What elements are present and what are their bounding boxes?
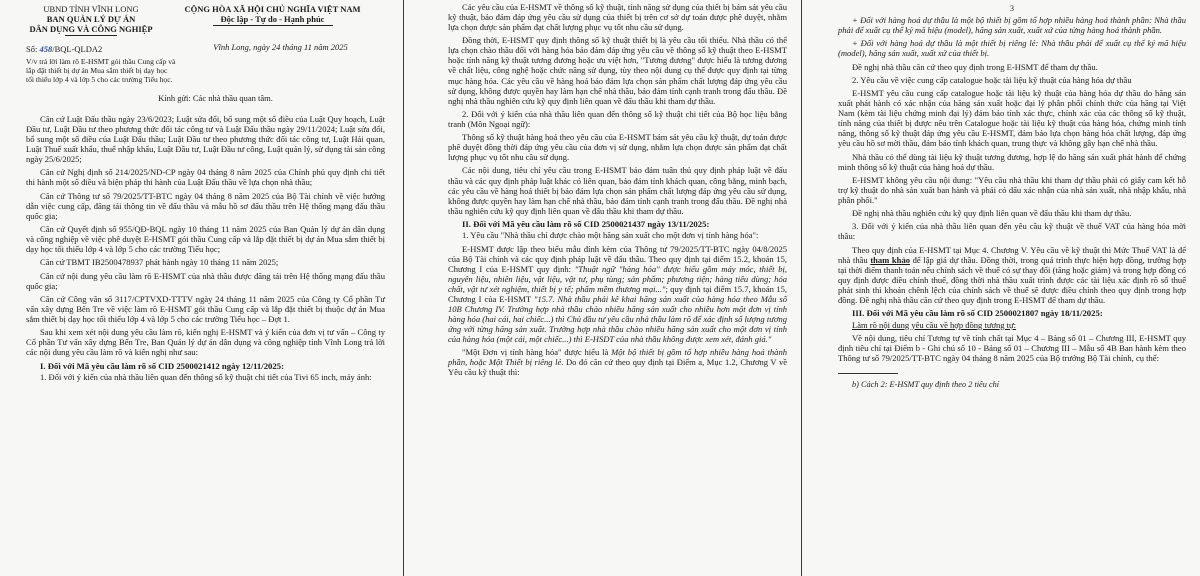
paragraph: Căn cứ Quyết định số 955/QĐ-BQL ngày 10 tháng 11 năm 2025 của Ban Quản lý dự án dân dụng và công nghiệp về việc phê duyệt E-HSMT gói thầu Cung cấp và lắp đặt thiết bị dự án Mua sắm thiết bị dạy học tối thiểu lớp 4 và lớp 5 cho các trường Tiểu học; — [26, 224, 385, 255]
paragraph: 1. Đối với ý kiến của nhà thầu liên quan đến thông số kỹ thuật chi tiết của Tivi 65 inch, máy ảnh: — [40, 372, 372, 383]
paragraph: b) Cách 2: E-HSMT quy định theo 2 tiêu chí — [852, 380, 1000, 390]
paragraph: Căn cứ Thông tư số 79/2025/TT-BTC ngày 04 tháng 8 năm 2025 của Bộ Tài chính về việc hướng dẫn việc cung cấp, đăng tải thông tin về đấu thầu và mẫu hồ sơ đấu thầu trên Hệ thống mạng đấu thầu quốc gia; — [26, 190, 385, 221]
paragraph: Căn cứ nội dung yêu cầu làm rõ E-HSMT của nhà thầu được đăng tải trên Hệ thống mạng đấu thầu quốc gia; — [26, 270, 385, 291]
motto-underline — [213, 25, 333, 26]
paragraph: 3. Đối với ý kiến của nhà thầu liên quan đến yêu cầu kỹ thuật về thuế VAT của hàng hóa mời thầu: — [838, 221, 1186, 242]
handwritten-number: 458 — [39, 44, 53, 54]
agency-name-line2: DÂN DỤNG VÀ CÔNG NGHIỆP — [29, 24, 153, 34]
document-page-2 — [404, 0, 801, 576]
document-subject: V/v trả lời làm rõ E-HSMT gói thầu Cung cấp và lắp đặt thiết bị dự án Mua sắm thiết bị dạy học tối thiểu lớp 4 và lớp 5 cho các trường Tiểu học. — [26, 57, 176, 84]
paragraph-definition: "Một Đơn vị tính hàng hóa" được hiểu là Một bộ thiết bị gồm tổ hợp nhiều hàng hoá thành phần, hoặc Một Thiết bị riêng lẻ. Do đó căn cứ theo quy định tại Điểm a, Mục 1.2, Chương V về Yêu cầu kỹ thuật thì: — [448, 347, 788, 378]
section-heading: III. Đối với Mã yêu cầu làm rõ số CID 2500021807 ngày 18/11/2025: — [852, 308, 1103, 319]
paragraph: 2. Yêu cầu về việc cung cấp catalogue hoặc tài liệu kỹ thuật của hàng hóa dự thầu — [852, 74, 1132, 85]
emphasis-reference: tham khảo — [870, 254, 910, 265]
agency-parent: UBND TỈNH VĨNH LONG — [43, 4, 139, 14]
paragraph: Căn cứ TBMT IB2500478937 phát hành ngày 10 tháng 11 năm 2025; — [40, 257, 279, 268]
paragraph-with-quotes: E-HSMT được lập theo biểu mẫu đính kèm của Thông tư 79/2025/TT-BTC ngày 04/8/2025 của Bộ Tài chính và các quy định pháp luật về đấu thầu. Theo quy định tại điểm 15.2, khoản 15, Chương I của E-HSMT quy định: "Thuật ngữ "hàng hóa" được hiểu gồm máy móc, thiết bị, nguyên liệu, nhiên liệu, vật liệu, vật tư, phụ tùng; sản phẩm; phương tiện; hàng tiêu dùng; hóa chất, vật tư xét nghiệm, thiết bị y tế; phẩm mềm thương mại..."; quy định tại điểm 15.7, khoản 15, Chương I của E-HSMT "15.7. Nhà thầu phải kê khai hãng sản xuất của hàng hóa theo Mẫu số 10B Chương IV. Trường hợp nhà thầu chào nhiều hãng sản xuất cho nhiều hơn một đơn vị tính hàng hóa (hai cái, hai chiếc...) thì Chủ đầu tư yêu cầu nhà thầu làm rõ để xác định số lượng tương ứng với từng hãng sản xuất. Trường hợp nhà thầu chào nhiều hãng sản xuất cho một đơn vị tính của hàng hóa (một cái, một chiếc...) thì E-HSDT của nhà thầu không được xem xét, đánh giá." — [448, 243, 788, 345]
paragraph: E-HSMT yêu cầu cung cấp catalogue hoặc tài liệu kỹ thuật của hàng hóa dự thầu do hãng sản xuất phát hành có xác nhận của hãng sản xuất hoặc đại lý phân phối chính thức của hãng tại Việt Nam (kèm tài liệu chứng minh đại lý) đảm bảo tính xác thực, chính xác của các thông số kỹ thuật, tính năng của thiết bị được nêu trên Catalogue hoặc tài liệu kỹ thuật của hàng hóa, chứng minh tính năng, thông số kỹ thuật đáp ứng yêu cầu E-HSMT, đảm bảo lựa chọn hàng hóa chất lượng, đáp ứng yêu cầu hồ sơ mời thầu, đảm bảo tính khách quan, trung thực và không gây hạn chế nhà thầu. — [838, 88, 1186, 149]
paragraph: Đề nghị nhà thầu nghiên cứu kỹ quy định liên quan về đấu thầu khi tham dự thầu. — [852, 208, 1132, 219]
national-motto: Độc lập - Tự do - Hạnh phúc — [220, 14, 325, 24]
nation-name: CỘNG HÒA XÃ HỘI CHỦ NGHĨA VIỆT NAM — [184, 4, 361, 14]
document-page-1 — [0, 0, 403, 576]
subheading: Làm rõ nội dung yêu cầu về hợp đồng tương tự: — [852, 319, 1017, 330]
agency-name-line1: BAN QUẢN LÝ DỰ ÁN — [46, 14, 136, 24]
bullet-paragraph: + Đối với hàng hoá dự thầu là một bộ thiết bị gồm tổ hợp nhiều hàng hoá thành phần: Nhà thầu phải để xuất cụ thể ký mã hiệu (model), hãng sản xuất, xuất xứ của từng hàng hoá thành phần. — [838, 15, 1186, 36]
document-date: Vĩnh Long, ngày 24 tháng 11 năm 2025 — [213, 42, 348, 52]
national-title — [160, 4, 385, 38]
page-number: 3 — [1010, 4, 1014, 13]
paragraph: Nhà thầu có thể dùng tài liệu kỹ thuật tương đương, hợp lệ do hãng sản xuất phát hành để chứng minh thông số kỹ thuật của hàng hoá dự thầu. — [838, 151, 1186, 172]
quoted-regulation: "Thuật ngữ "hàng hóa" được hiểu gồm máy móc, thiết bị, nguyên liệu, nhiên liệu, vật liệu, vật tư, phụ tùng; sản phẩm; phương tiện; hàng tiêu dùng; hóa chất, vật tư xét nghiệm, thiết bị y tế; phẩm mềm thương mại..." — [448, 263, 788, 294]
quoted-regulation: "15.7. Nhà thầu phải kê khai hãng sản xuất của hàng hóa theo Mẫu số 10B Chương IV. Trường hợp nhà thầu chào nhiều hãng sản xuất cho nhiều hơn một đơn vị tính hàng hóa (hai cái, hai chiếc...) thì Chủ đầu tư yêu cầu nhà thầu làm rõ để xác định số lượng tương ứng với từng hãng sản xuất. Trường hợp nhà thầu chào nhiều hãng sản xuất cho một đơn vị tính của hàng hóa (một cái, một chiếc...) thì E-HSDT của nhà thầu không được xem xét, đánh giá." — [448, 293, 787, 345]
issuing-agency — [26, 4, 156, 38]
paragraph: Các nội dung, tiêu chí yêu cầu trong E-HSMT bảo đảm tuân thủ quy định pháp luật về đấu thầu và các quy định pháp luật khác có liên quan, bảo đảm tính khách quan, công bằng, minh bạch, các yêu cầu về hàng hoá thiết bị bảo đảm lựa chọn sản phẩm chất lượng đáp ứng yêu cầu sử dụng, không được quyền hay làm hạn chế nhà thầu, bảo đảm tính cạnh tranh trong đấu thầu. Đề nghị nhà thầu nghiên cứu kỹ quy định liên quan về đấu thầu khi tham dự thầu. — [448, 165, 787, 216]
greeting: Kính gửi: Các nhà thầu quan tâm. — [158, 93, 273, 103]
paragraph: Đề nghị nhà thầu căn cứ theo quy định trong E-HSMT để tham dự thầu. — [852, 61, 1098, 72]
document-number: Số: 458/BQL-QLDA2 — [26, 44, 103, 54]
paragraph-vat: Theo quy định của E-HSMT tại Mục 4. Chương V. Yêu cầu về kỹ thuật thì Mức Thuế VAT là để nhà thầu tham khảo để lập giá dự thầu. Đồng thời, trong quá trình thực hiện hợp đồng, trường hợp tại thời điểm thanh toán nếu chính sách về thuế có sự thay đổi (tăng hoặc giảm) và trong hợp đồng có quy định được điều chỉnh thuế, đồng thời nhà thầu xuất trình được các tài liệu xác định rõ số thuế phát sinh thì khoản chênh lệch của chính sách về thuế sẽ được điều chỉnh theo quy định trong hợp đồng. Đề nghị nhà thầu căn cứ theo quy định trong E-HSMT để tham dự thầu. — [838, 244, 1186, 305]
document-header — [26, 4, 385, 38]
paragraph: 2. Đối với ý kiến của nhà thầu liên quan đến thông số kỹ thuật chi tiết của Bộ học liệu bằng tranh (Môn Ngoại ngữ): — [448, 108, 787, 129]
paragraph: Căn cứ Công văn số 3117/CPTVXD-TTTV ngày 24 tháng 11 năm 2025 của Công ty Cổ phần Tư vấn xây dựng Bến Tre về việc làm rõ E-HSMT gói thầu Cung cấp và lắp đặt thiết bị thuộc dự án Mua sắm thiết bị dạy học tối thiểu lớp 4 và lớp 5 cho các trường Tiểu học – Đợt 1. — [26, 293, 385, 324]
footnote-separator — [838, 367, 1186, 377]
definition-text: Một bộ thiết bị gồm tổ hợp nhiều hàng hoá thành phần, hoặc Một Thiết bị riêng lẻ — [448, 347, 787, 368]
document-page-3 — [802, 0, 1200, 576]
paragraph: Về nội dung, tiêu chí Tương tự về tính chất tại Mục 4 – Bảng số 01 – Chương III, E-HSMT quy định tiêu chí tại Điểm b - Ghi chú số 10 - Bảng số 01 – Chương III – Mẫu số 4B Ban hành kèm theo Thông tư số 79/2025/TT-BTC ngày 04 tháng 8 năm 2025 của Bộ trưởng Bộ Tài chính, cụ thể: — [838, 332, 1186, 363]
paragraph: 1. Yêu cầu "Nhà thầu chỉ được chào một hãng sản xuất cho một đơn vị tính hàng hóa": — [462, 230, 759, 241]
section-heading: I. Đối với Mã yêu cầu làm rõ số CID 2500021412 ngày 12/11/2025: — [40, 360, 284, 371]
paragraph: Đồng thời, E-HSMT quy định thông số kỹ thuật thiết bị là yêu cầu tối thiểu. Nhà thầu có thể lựa chọn chào thầu đối với hàng hóa bảo đảm đáp ứng yêu cầu về thông số kỹ thuật theo E-HSMT hoặc tính năng kỹ thuật tương đương hoặc ưu việt hơn, "Tương đương" được hiểu là tương đương về chất liệu, công nghệ hoặc chức năng sử dụng, tùy theo nội dung cụ thể được quy định tại từng mục hàng hóa. Các yêu cầu về hàng hoá bảo đảm lựa chọn sản phẩm chất lượng đáp ứng yêu cầu sử dụng, không được quyền hay làm hạn chế nhà thầu, bảo đảm tính cạnh tranh trong đấu thầu. Đề nghị nhà thầu nghiên cứu kỹ quy định liên quan về đấu thầu khi tham dự thầu. — [448, 35, 787, 106]
paragraph: Căn cứ Nghị định số 214/2025/ND-CP ngày 04 tháng 8 năm 2025 của Chính phủ quy định chi tiết thi hành một số điều và biện pháp thi hành của Luật Đấu thầu về lựa chọn nhà thầu; — [26, 167, 385, 188]
paragraph: Thông số kỹ thuật hàng hoá theo yêu cầu của E-HSMT bám sát yêu cầu kỹ thuật, dự toán được phê duyệt đồng thời đáp ứng yêu cầu của đơn vị sử dụng, nhằm lựa chọn được sản phẩm đạt chất lượng phục vụ tốt nhu cầu sử dụng. — [448, 132, 787, 163]
bullet-paragraph: + Đối với hàng hoá dự thầu là một thiết bị riêng lẻ: Nhà thầu phải để xuất cụ thể ký mã hiệu (model), hãng sản xuất, xuất xứ của thiết bị. — [838, 38, 1186, 59]
paragraph: Sau khi xem xét nội dung yêu cầu làm rõ, kiến nghị E-HSMT và ý kiến của đơn vị tư vấn – Công ty Cổ phần Tư vấn xây dựng Bến Tre, Ban Quản lý dự án dân dụng và công nghiệp tỉnh Vĩnh Long trả lời các nội dung yêu cầu làm rõ và kiến nghị như sau: — [26, 327, 385, 358]
section-heading: II. Đối với Mã yêu cầu làm rõ số CID 2500021437 ngày 13/11/2025: — [462, 218, 710, 229]
paragraph: Căn cứ Luật Đấu thầu ngày 23/6/2023; Luật sửa đổi, bổ sung một số điều của Luật Quy hoạch, Luật Đầu tư, Luật Đầu tư theo phương thức đối tác công tư và Luật Đấu thầu ngày 29/11/2024; Luật sửa đổi, bổ sung một số điều của Luật Đấu thầu; Luật Đầu tư theo phương thức đối tác công tư, Luật Hải quan, Luật Thuế xuất khẩu, thuế nhập khẩu, Luật Đầu tư, Luật Đầu tư công, Luật quản lý, sử dụng tài sản công ngày 25/6/2025; — [26, 114, 385, 165]
paragraph: E-HSMT không yêu cầu nội dung: "Yêu cầu nhà thầu khi tham dự thầu phải có giấy cam kết hỗ trợ kỹ thuật do nhà sản xuất ban hành và phải có dấu xác nhận của nhà sản xuất, nhà nhập khẩu, nhà phân phối." — [838, 174, 1186, 205]
header-underline — [65, 35, 117, 36]
paragraph: Các yêu cầu của E-HSMT về thông số kỹ thuật, tính năng sử dụng của thiết bị bám sát yêu cầu kỹ thuật, bảo đảm đáp ứng yêu cầu sử dụng của thiết bị trên cơ sở dự toán được phê duyệt, nhằm lựa chọn được sản phẩm đạt chất lượng phục vụ tốt nhu cầu sử dụng. — [448, 2, 787, 33]
